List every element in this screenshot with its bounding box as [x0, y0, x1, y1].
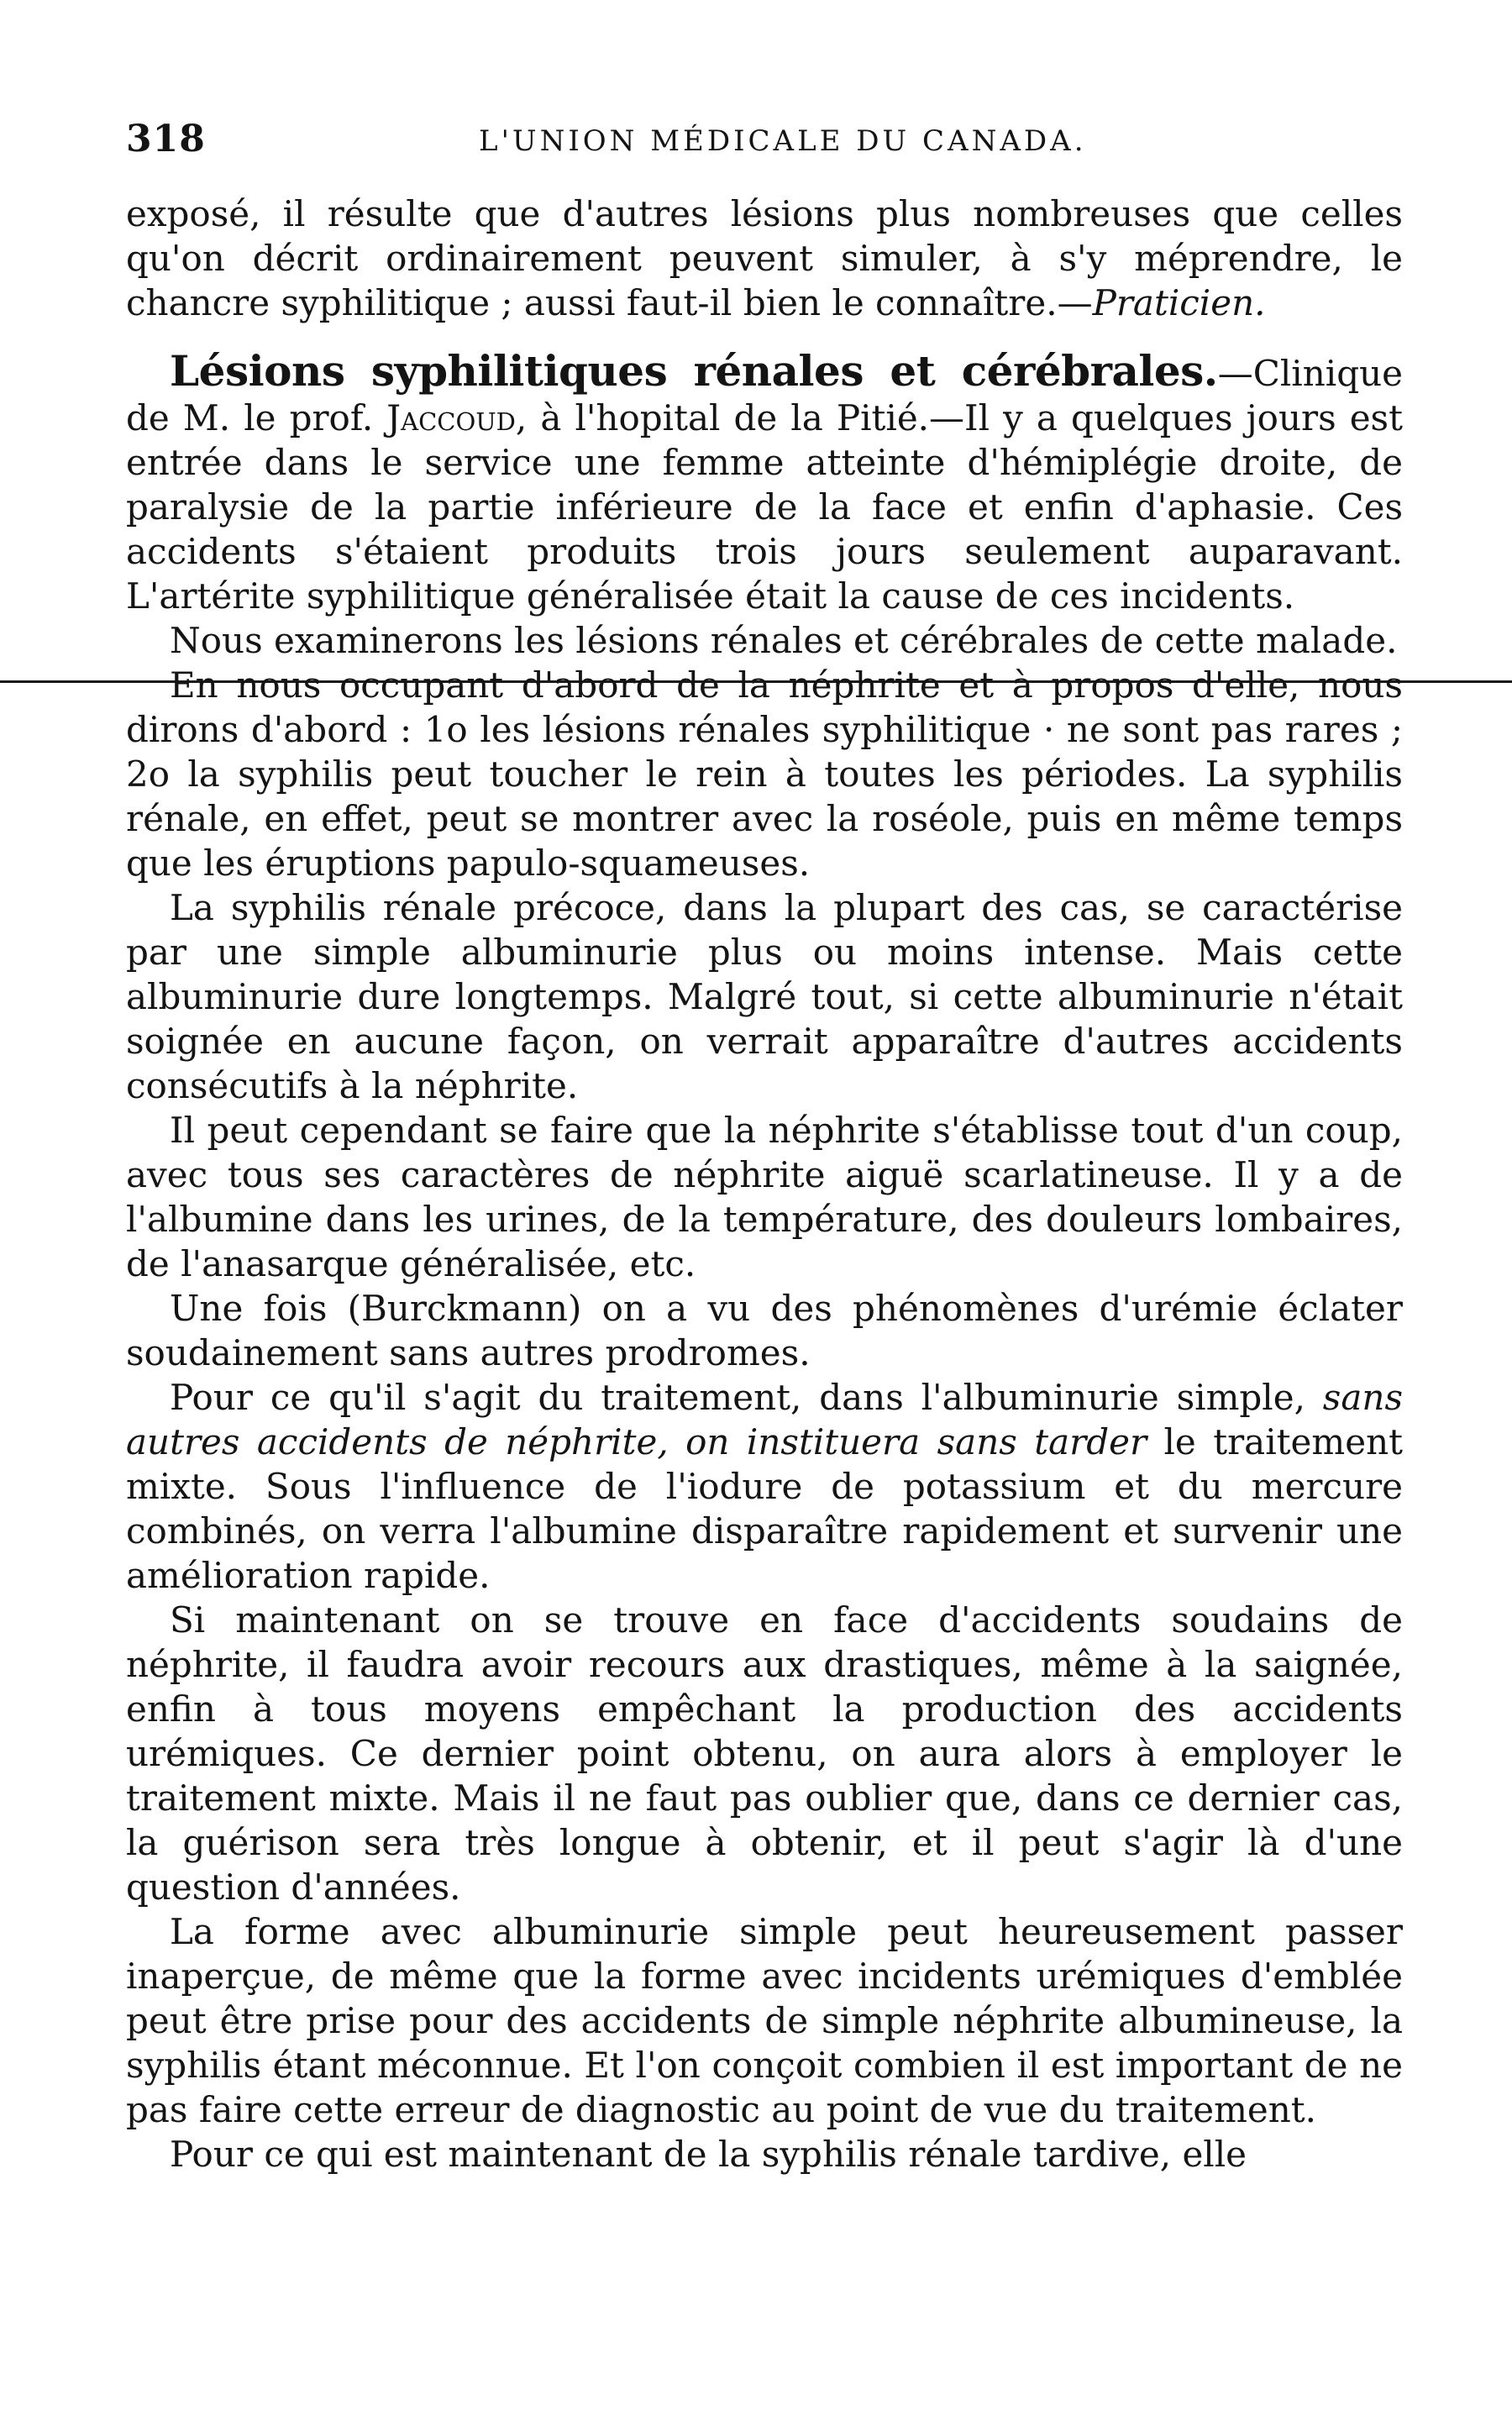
- paragraph-5: [126, 885, 1403, 1108]
- paragraph-8-text-a: Pour ce qu'il s'agit du traitement, dans l'albuminurie simple,: [170, 1377, 1323, 1418]
- paragraph-3-text: Nous examinerons les lésions rénales et cérébrales de cette malade.: [170, 620, 1398, 661]
- paragraph-10-text: La forme avec albuminurie simple peut heureusement passer inaperçue, de même que la forme avec incidents urémiques d'emblée peut être prise pour des accidents de simple néphrite albumineuse, la syphilis étant méconnue. Et l'on conçoit combien il est important de ne pas faire cette erreur de diagnostic au point de vue du traitement.: [126, 1911, 1403, 2130]
- paragraph-11-text: Pour ce qui est maintenant de la syphilis rénale tardive, elle: [170, 2134, 1247, 2175]
- paragraph-1: [126, 192, 1403, 325]
- page-number: 318: [126, 118, 206, 160]
- paragraph-7-text: Une fois (Burckmann) on a vu des phénomènes d'urémie éclater soudainement sans autres prodromes.: [126, 1288, 1403, 1373]
- paragraph-10: [126, 1909, 1403, 2132]
- professor-name: Jaccoud: [386, 397, 516, 438]
- paragraph-4: [126, 663, 1403, 885]
- article-body: [126, 192, 1403, 2176]
- source-attribution: Praticien.: [1092, 282, 1266, 323]
- paragraph-11: [126, 2132, 1403, 2176]
- paragraph-6-text: Il peut cependant se faire que la néphrite s'établisse tout d'un coup, avec tous ses caractères de néphrite aiguë scarlatineuse. Il y a de l'albumine dans les urines, de la température, des douleurs lombaires, de l'anasarque généralisée, etc.: [126, 1110, 1403, 1284]
- paragraph-1-text: exposé, il résulte que d'autres lésions plus nombreuses que celles qu'on décrit ordinairement peuvent simuler, à s'y méprendre, le chancre syphilitique ; aussi faut-il bien le connaître.—: [126, 193, 1403, 323]
- paragraph-8-text-b: le traitement mixte. Sous l'influence de l'iodure de potassium et du mercure combinés, on verra l'albumine disparaître rapidement et survenir une amélioration rapide.: [126, 1421, 1404, 1596]
- paragraph-2-text-b: , à l'hopital de la Pitié.—Il y a quelques jours est entrée dans le service une femme atteinte d'hémiplégie droite, de paralysie de la partie inférieure de la face et enfin d'aphasie. Ces accidents s'étaient produits trois jours seulement auparavant. L'artérite syphilitique généralisée était la cause de ces incidents.: [126, 397, 1403, 617]
- paragraph-9-text: Si maintenant on se trouve en face d'accidents soudains de néphrite, il faudra avoir recours aux drastiques, même à la saignée, enfin à tous moyens empêchant la production des accidents urémiques. Ce dernier point obtenu, on aura alors à employer le traitement mixte. Mais il ne faut pas oublier que, dans ce dernier cas, la guérison sera très longue à obtenir, et il peut s'agir là d'une question d'années.: [126, 1599, 1403, 1908]
- section-heading: Lésions syphilitiques rénales et cérébrales.: [170, 346, 1218, 396]
- paragraph-2: [126, 346, 1403, 618]
- paragraph-2-text-a: —Clinique de M. le prof.: [126, 353, 1403, 438]
- running-head: L'UNION MÉDICALE DU CANADA.: [479, 124, 1087, 158]
- paragraph-8: [126, 1375, 1403, 1598]
- paragraph-4-text: En nous occupant d'abord de la néphrite et à propos d'elle, nous dirons d'abord : 1o les lésions rénales syphilitique · ne sont pas rares ; 2o la syphilis peut toucher le rein à toutes les périodes. La syphilis rénale, en effet, peut se montrer avec la roséole, puis en même temps que les éruptions papulo-squameuses.: [126, 664, 1403, 884]
- page-header: [126, 118, 1420, 168]
- paragraph-5-text: La syphilis rénale précoce, dans la plupart des cas, se caractérise par une simple albuminurie plus ou moins intense. Mais cette albuminurie dure longtemps. Malgré tout, si cette albuminurie n'était soignée en aucune façon, on verrait apparaître d'autres accidents consécutifs à la néphrite.: [126, 887, 1403, 1106]
- paragraph-6: [126, 1108, 1403, 1286]
- paragraph-7: [126, 1286, 1403, 1375]
- paragraph-3: [126, 618, 1403, 663]
- paragraph-9: [126, 1598, 1403, 1909]
- paragraph-8-italic: sans autres accidents de néphrite, on instituera sans tarder: [126, 1377, 1403, 1462]
